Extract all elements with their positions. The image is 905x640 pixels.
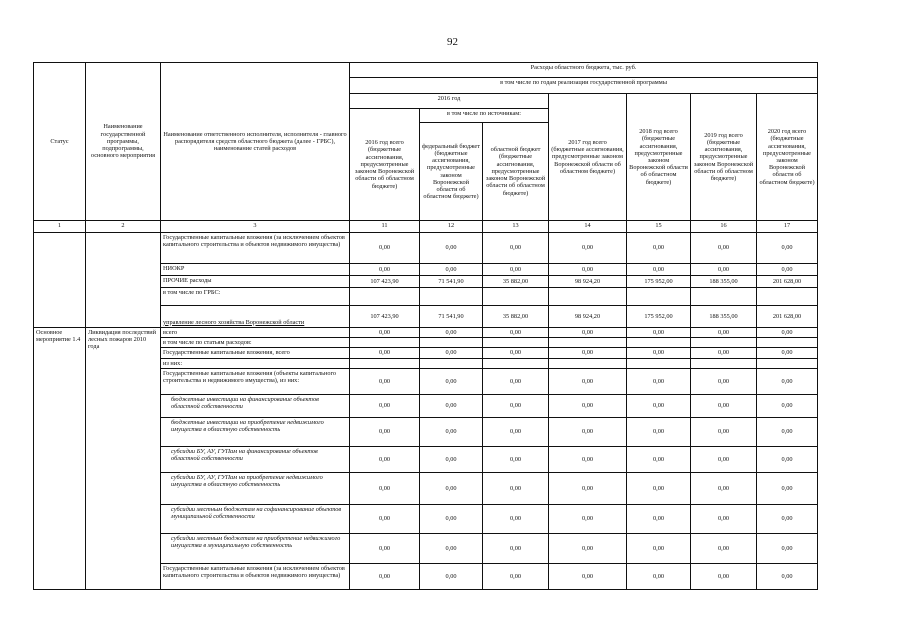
- value-cell: 0,00: [420, 533, 483, 563]
- row-label: субсидии местным бюджетам на приобретение недвижимого имущества в муниципальную собственность: [161, 533, 350, 563]
- program-cell: [86, 233, 161, 328]
- value-cell: 0,00: [757, 348, 818, 358]
- header-2019: 2019 год всего (бюджетные ассигнования, предусмотренные законом Воронежской области об областном бюджете): [691, 94, 757, 221]
- value-cell: 0,00: [483, 533, 549, 563]
- value-cell: [627, 358, 691, 368]
- value-cell: 0,00: [627, 417, 691, 446]
- value-cell: [549, 358, 627, 368]
- row-label: всего: [161, 328, 350, 338]
- value-cell: 0,00: [757, 368, 818, 394]
- budget-table: [33, 62, 818, 590]
- row-label: в том числе по ГРБС:: [161, 288, 350, 306]
- value-cell: 0,00: [483, 417, 549, 446]
- value-cell: 0,00: [691, 394, 757, 417]
- value-cell: 35 882,00: [483, 306, 549, 328]
- column-number: 1: [34, 221, 86, 233]
- column-number: 16: [691, 221, 757, 233]
- row-label: Государственные капитальные вложения (за исключением объектов капитального строительства и объектов недвижимого имущества): [161, 233, 350, 264]
- row-label: в том числе по статьям расходов:: [161, 338, 350, 348]
- value-cell: 0,00: [549, 264, 627, 276]
- value-cell: 0,00: [549, 348, 627, 358]
- value-cell: 0,00: [757, 394, 818, 417]
- value-cell: 0,00: [350, 446, 420, 472]
- value-cell: [483, 338, 549, 348]
- value-cell: 0,00: [549, 368, 627, 394]
- value-cell: 0,00: [691, 533, 757, 563]
- value-cell: 0,00: [483, 328, 549, 338]
- value-cell: 0,00: [691, 446, 757, 472]
- value-cell: 0,00: [627, 233, 691, 264]
- value-cell: [757, 288, 818, 306]
- value-cell: 0,00: [350, 533, 420, 563]
- value-cell: 107 423,90: [350, 276, 420, 288]
- value-cell: 0,00: [420, 348, 483, 358]
- value-cell: 0,00: [757, 328, 818, 338]
- value-cell: 0,00: [627, 533, 691, 563]
- column-number: 15: [627, 221, 691, 233]
- value-cell: [420, 338, 483, 348]
- value-cell: 0,00: [549, 504, 627, 533]
- column-number: 2: [86, 221, 161, 233]
- value-cell: 0,00: [757, 472, 818, 504]
- header-federal: федеральный бюджет (бюджетные ассигнования, предусмотренные законом Воронежской области об областном бюджете): [420, 123, 483, 221]
- column-number: 3: [161, 221, 350, 233]
- column-numbers-row: [34, 221, 818, 233]
- value-cell: 98 924,20: [549, 276, 627, 288]
- value-cell: 0,00: [627, 394, 691, 417]
- value-cell: 0,00: [691, 348, 757, 358]
- row-label: бюджетные инвестиции на финансирование объектов областной собственности: [161, 394, 350, 417]
- header-by-years: в том числе по годам реализации государственной программы: [350, 78, 818, 94]
- value-cell: 175 952,00: [627, 276, 691, 288]
- row-label: управление лесного хозяйства Воронежской области: [161, 306, 350, 328]
- value-cell: [627, 338, 691, 348]
- row-label: из них:: [161, 358, 350, 368]
- value-cell: 0,00: [483, 394, 549, 417]
- value-cell: 0,00: [757, 417, 818, 446]
- program-cell: Ликвидация последствий лесных пожаров 2010 года: [86, 328, 161, 590]
- value-cell: 0,00: [549, 472, 627, 504]
- value-cell: 0,00: [757, 533, 818, 563]
- value-cell: 0,00: [691, 233, 757, 264]
- column-number: 17: [757, 221, 818, 233]
- row-label: Государственные капитальные вложения (объекты капитального строительства и недвижимого имущества), из них:: [161, 368, 350, 394]
- value-cell: 0,00: [757, 264, 818, 276]
- value-cell: [350, 358, 420, 368]
- value-cell: 35 882,00: [483, 276, 549, 288]
- value-cell: 0,00: [420, 328, 483, 338]
- value-cell: 0,00: [627, 368, 691, 394]
- header-2016-total: 2016 год всего (бюджетные ассигнования, предусмотренные законом Воронежской области об областном бюджете): [350, 109, 420, 221]
- value-cell: 0,00: [627, 563, 691, 589]
- value-cell: 175 952,00: [627, 306, 691, 328]
- value-cell: 0,00: [420, 504, 483, 533]
- value-cell: 0,00: [483, 504, 549, 533]
- value-cell: 0,00: [420, 446, 483, 472]
- status-cell: Основное мероприятие 1.4: [34, 328, 86, 590]
- value-cell: [691, 338, 757, 348]
- value-cell: [691, 288, 757, 306]
- value-cell: [420, 358, 483, 368]
- value-cell: 0,00: [483, 233, 549, 264]
- value-cell: 0,00: [549, 563, 627, 589]
- value-cell: 0,00: [350, 472, 420, 504]
- value-cell: 0,00: [420, 233, 483, 264]
- value-cell: 0,00: [691, 368, 757, 394]
- value-cell: 0,00: [483, 446, 549, 472]
- value-cell: 0,00: [350, 328, 420, 338]
- value-cell: 0,00: [627, 446, 691, 472]
- value-cell: [757, 358, 818, 368]
- header-regional: областной бюджет (бюджетные ассигнования, предусмотренные законом Воронежской области об областном бюджете): [483, 123, 549, 221]
- value-cell: 0,00: [350, 233, 420, 264]
- value-cell: 0,00: [627, 328, 691, 338]
- value-cell: 0,00: [691, 328, 757, 338]
- value-cell: [483, 358, 549, 368]
- header-year-2016: 2016 год: [350, 94, 549, 109]
- value-cell: 0,00: [420, 563, 483, 589]
- column-number: 11: [350, 221, 420, 233]
- row-label: субсидии местным бюджетам на софинансирование объектов муниципальной собственности: [161, 504, 350, 533]
- row-label: субсидии БУ, АУ, ГУПам на приобретение недвижимого имущества в областную собственность: [161, 472, 350, 504]
- value-cell: 0,00: [483, 264, 549, 276]
- value-cell: 188 355,00: [691, 276, 757, 288]
- value-cell: 0,00: [350, 264, 420, 276]
- value-cell: 0,00: [420, 368, 483, 394]
- value-cell: 0,00: [350, 348, 420, 358]
- value-cell: 0,00: [627, 348, 691, 358]
- row-label: субсидии БУ, АУ, ГУПам на финансирование объектов областной собственности: [161, 446, 350, 472]
- value-cell: 0,00: [549, 328, 627, 338]
- value-cell: 0,00: [483, 563, 549, 589]
- value-cell: 71 541,90: [420, 276, 483, 288]
- value-cell: 0,00: [549, 533, 627, 563]
- value-cell: 0,00: [420, 472, 483, 504]
- value-cell: 0,00: [627, 472, 691, 504]
- value-cell: 0,00: [757, 563, 818, 589]
- status-cell: [34, 233, 86, 328]
- value-cell: [549, 288, 627, 306]
- value-cell: [627, 288, 691, 306]
- value-cell: 0,00: [483, 368, 549, 394]
- value-cell: 0,00: [549, 417, 627, 446]
- value-cell: 0,00: [757, 504, 818, 533]
- header-2017: 2017 год всего (бюджетные ассигнования, предусмотренные законом Воронежской области об областном бюджете): [549, 94, 627, 221]
- value-cell: 0,00: [691, 417, 757, 446]
- value-cell: [350, 338, 420, 348]
- value-cell: 98 924,20: [549, 306, 627, 328]
- value-cell: 107 423,90: [350, 306, 420, 328]
- header-expenses: Расходы областного бюджета, тыс. руб.: [350, 63, 818, 78]
- value-cell: 0,00: [483, 348, 549, 358]
- header-program-name: Наименование государственной программы, подпрограммы, основного мероприятия: [86, 63, 161, 221]
- value-cell: 71 541,90: [420, 306, 483, 328]
- column-number: 12: [420, 221, 483, 233]
- value-cell: 0,00: [420, 417, 483, 446]
- value-cell: 0,00: [691, 563, 757, 589]
- header-2018: 2018 год всего (бюджетные ассигнования, предусмотренные законом Воронежской области об областном бюджете): [627, 94, 691, 221]
- row-label: ПРОЧИЕ расходы: [161, 276, 350, 288]
- value-cell: [549, 338, 627, 348]
- value-cell: [691, 358, 757, 368]
- row-label: НИОКР: [161, 264, 350, 276]
- value-cell: 0,00: [757, 446, 818, 472]
- value-cell: 0,00: [350, 394, 420, 417]
- value-cell: 0,00: [549, 233, 627, 264]
- column-number: 13: [483, 221, 549, 233]
- value-cell: [483, 288, 549, 306]
- value-cell: 0,00: [691, 504, 757, 533]
- header-grbs-name: Наименование ответственного исполнителя, исполнителя - главного распорядителя средств областного бюджета (далее - ГРБС), наименование статей расходов: [161, 63, 350, 221]
- value-cell: [757, 338, 818, 348]
- value-cell: 188 355,00: [691, 306, 757, 328]
- value-cell: 0,00: [627, 504, 691, 533]
- value-cell: 201 628,00: [757, 276, 818, 288]
- table-row: [34, 233, 818, 264]
- value-cell: 0,00: [691, 472, 757, 504]
- value-cell: 0,00: [691, 264, 757, 276]
- column-number: 14: [549, 221, 627, 233]
- value-cell: 0,00: [350, 563, 420, 589]
- value-cell: 0,00: [420, 394, 483, 417]
- page-number: 92: [447, 36, 458, 48]
- header-status: Статус: [34, 63, 86, 221]
- value-cell: [420, 288, 483, 306]
- value-cell: 201 628,00: [757, 306, 818, 328]
- value-cell: [350, 288, 420, 306]
- value-cell: 0,00: [350, 368, 420, 394]
- value-cell: 0,00: [627, 264, 691, 276]
- table-row: [34, 328, 818, 338]
- value-cell: 0,00: [350, 417, 420, 446]
- row-label: Государственные капитальные вложения (за исключением объектов капитального строительства и объектов недвижимого имущества): [161, 563, 350, 589]
- row-label: бюджетные инвестиции на приобретение недвижимого имущества в областную собственность: [161, 417, 350, 446]
- header-2020: 2020 год всего (бюджетные ассигнования, предусмотренные законом Воронежской области об областном бюджете): [757, 94, 818, 221]
- header-by-sources: в том числе по источникам:: [420, 109, 549, 123]
- value-cell: 0,00: [549, 446, 627, 472]
- row-label: Государственные капитальные вложения, всего: [161, 348, 350, 358]
- value-cell: 0,00: [549, 394, 627, 417]
- value-cell: 0,00: [420, 264, 483, 276]
- value-cell: 0,00: [350, 504, 420, 533]
- value-cell: 0,00: [757, 233, 818, 264]
- value-cell: 0,00: [483, 472, 549, 504]
